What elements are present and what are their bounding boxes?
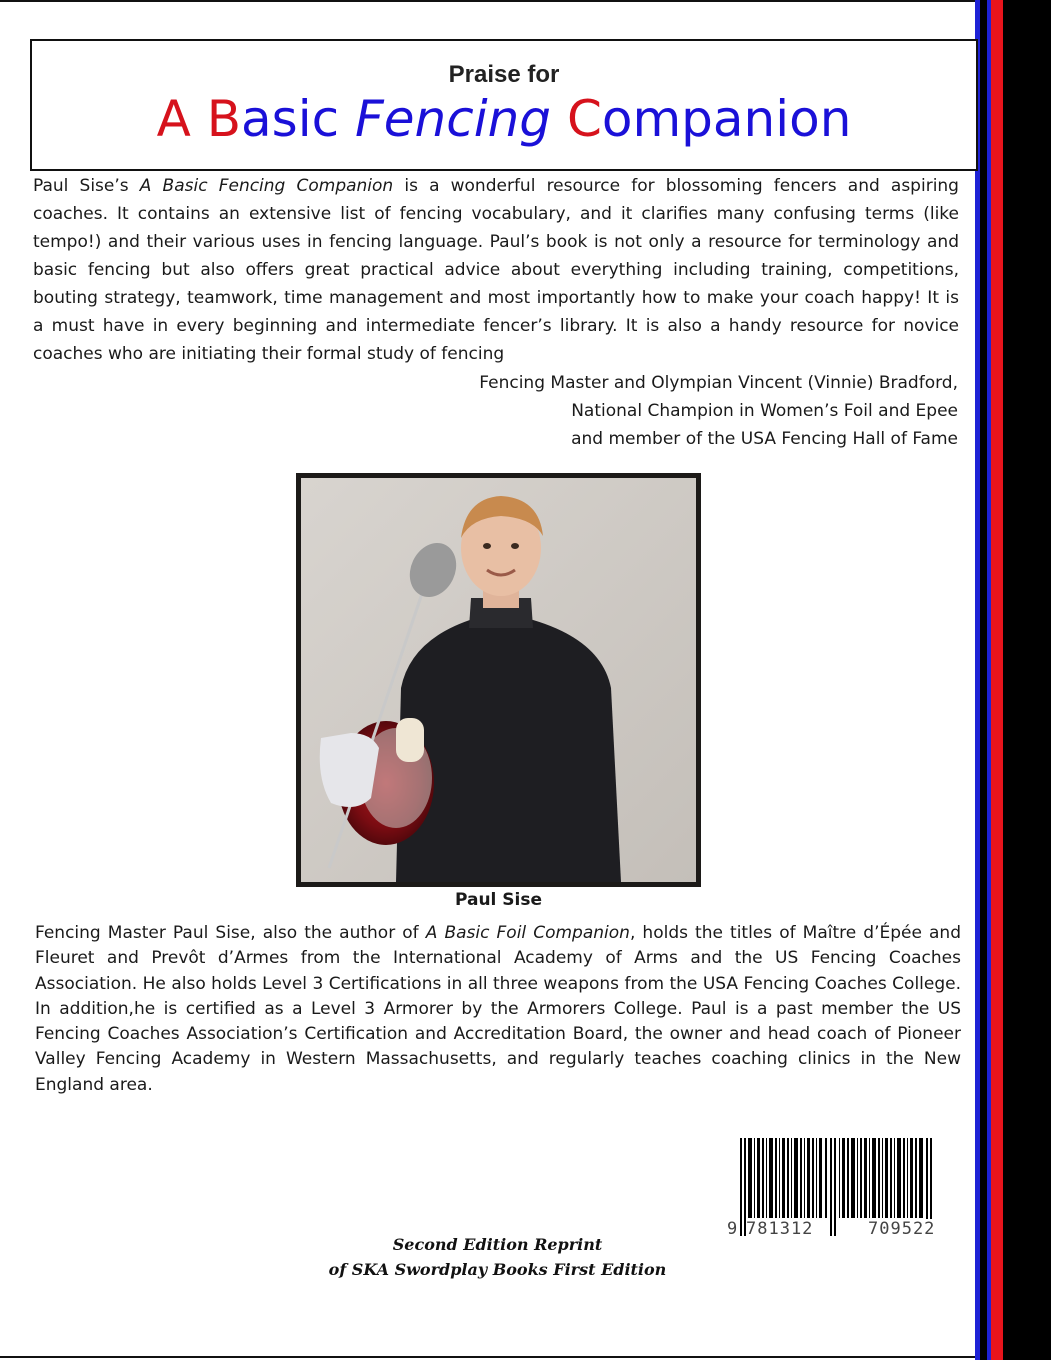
barcode-lead-digit: 9	[727, 1219, 739, 1239]
praise-attribution	[479, 369, 958, 453]
praise-body: is a wonderful resource for blossoming fencers and aspiring coaches. It contains an extensive list of fencing vocabulary, and it clarifies many confusing terms (like tempo!) and their various uses in fencing language. Paul’s book is not only a resource for terminology and basic fencing but also offers great practical advice about everything including training, competitions, bouting strategy, teamwork, time management and most importantly how to make your coach happy! It is a must have in every beginning and intermediate fencer’s library. It is also a handy resource for novice coaches who are initiating their formal study of fencing	[33, 176, 959, 364]
attribution-line: and member of the USA Fencing Hall of Fame	[571, 429, 958, 449]
praise-book-title: A Basic Fencing Companion	[139, 176, 394, 196]
bio-body: , holds the titles of Maître d’Épée and Fleuret and Prevôt d’Armes from the International Academy of Arms and the US Fencing Coaches Association. He also holds Level 3 Certifications in all three weapons from the USA Fencing Coaches College. In addition,he is certified as a Level 3 Armorer by the Armorers College. Paul is a past member the US Fencing Coaches Association’s Certification and Accreditation Board, the owner and head coach of Pioneer Valley Fencing Academy in Western Massachusetts, and regularly teaches coaching clinics in the New England area.	[35, 923, 961, 1095]
spine-red-stripe	[991, 0, 1003, 1360]
title-word-asic: asic	[241, 90, 355, 148]
title-letter-a: A	[156, 90, 191, 148]
praise-lead: Paul Sise’s	[33, 176, 140, 196]
edition-line-2: of SKA Swordplay Books First Edition	[328, 1260, 667, 1279]
attribution-line: Fencing Master and Olympian Vincent (Vinnie) Bradford,	[479, 373, 958, 393]
bio-paragraph	[35, 921, 961, 1098]
author-photo	[301, 478, 696, 882]
photo-caption: Paul Sise	[454, 890, 543, 910]
title-word-ompanion: ompanion	[601, 90, 852, 148]
title-letter-c: C	[566, 90, 602, 148]
bio-lead: Fencing Master Paul Sise, also the author of	[35, 923, 426, 943]
title-letter-b: B	[206, 90, 242, 148]
barcode-group-1: 781312	[746, 1219, 814, 1239]
spine-black-stripe	[980, 0, 987, 1360]
spine-black-band	[1003, 0, 1051, 1360]
bio-book-title: A Basic Foil Companion	[425, 923, 630, 943]
praise-label: Praise for	[448, 61, 560, 88]
edition-line-1: Second Edition Reprint	[392, 1235, 603, 1254]
barcode-group-2: 709522	[868, 1219, 936, 1239]
book-title	[32, 87, 976, 151]
praise-paragraph	[33, 172, 959, 368]
title-word-fencing: Fencing	[355, 90, 552, 148]
edition-note	[300, 1232, 695, 1282]
title-box	[30, 39, 978, 171]
attribution-line: National Champion in Women’s Foil and Epee	[571, 401, 958, 421]
author-photo-frame	[296, 473, 701, 887]
